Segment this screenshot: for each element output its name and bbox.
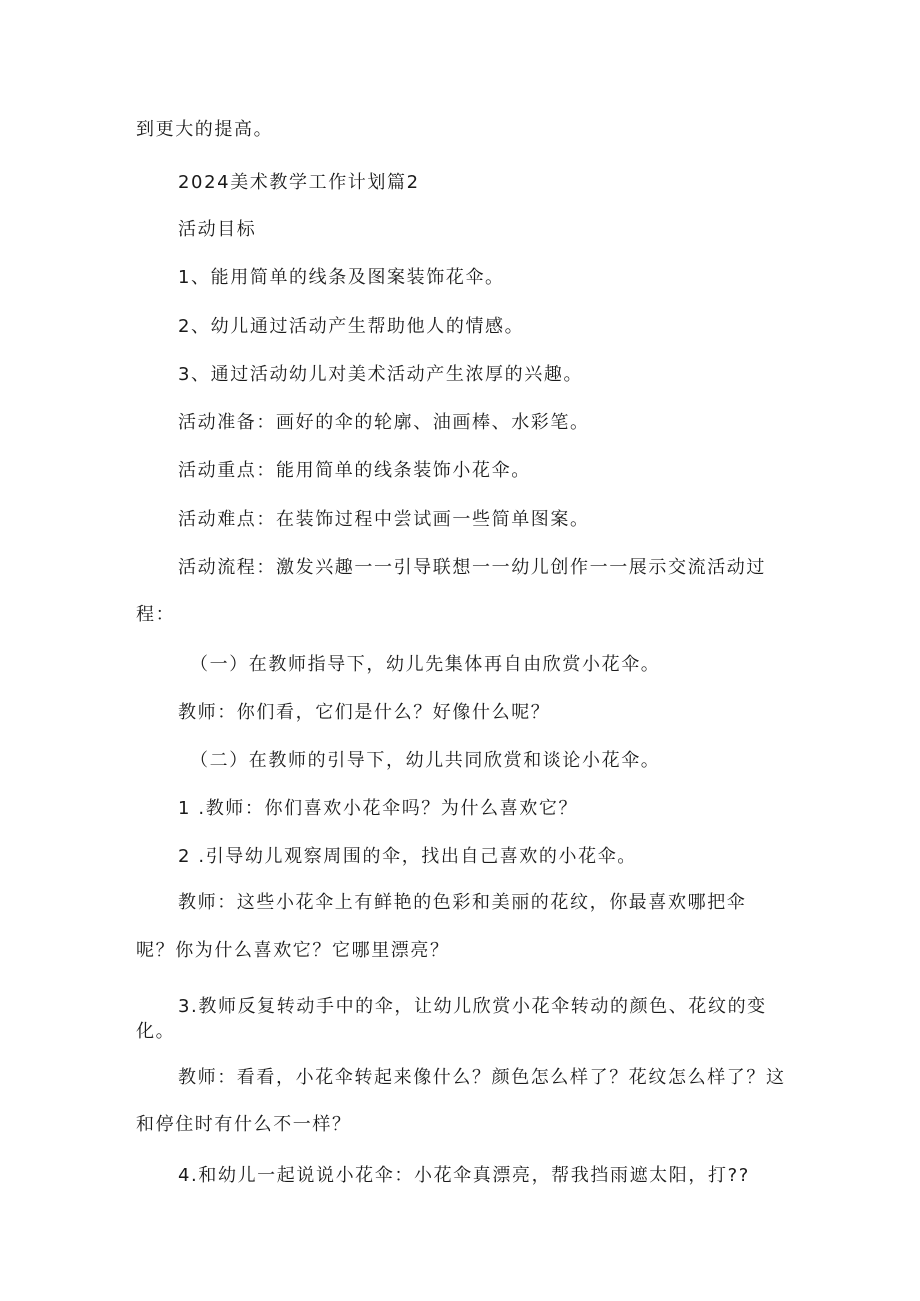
activity-process: 活动流程：激发兴趣一一引导联想一一幼儿创作一一展示交流活动过 — [178, 557, 766, 578]
goal-item-3: 3、通过活动幼儿对美术活动产生浓厚的兴趣。 — [178, 364, 584, 385]
teacher-line-continuation: 呢？你为什么喜欢它？它哪里漂亮？ — [136, 940, 450, 961]
activity-focus: 活动重点：能用简单的线条装饰小花伞。 — [178, 460, 531, 481]
teacher-line-continuation: 和停住时有什么不一样？ — [136, 1114, 352, 1135]
teacher-line: 教师：这些小花伞上有鲜艳的色彩和美丽的花纹，你最喜欢哪把伞 — [178, 892, 747, 913]
list-item: 2 .引导幼儿观察周围的伞，找出自己喜欢的小花伞。 — [178, 846, 637, 867]
heading-activity-goals: 活动目标 — [178, 219, 257, 240]
activity-difficulty: 活动难点：在装饰过程中尝试画一些简单图案。 — [178, 509, 590, 530]
teacher-line: 教师：看看，小花伞转起来像什么？颜色怎么样了？花纹怎么样了？这 — [178, 1067, 786, 1088]
teacher-line: 教师：你们看，它们是什么？好像什么呢？ — [178, 702, 551, 723]
section-title: 2024美术教学工作计划篇2 — [178, 172, 420, 193]
list-item: 4.和幼儿一起说说小花伞：小花伞真漂亮，帮我挡雨遮太阳，打?? — [178, 1165, 750, 1186]
goal-item-1: 1、能用简单的线条及图案装饰花伞。 — [178, 267, 505, 288]
list-item-continuation: 化。 — [136, 1021, 176, 1042]
activity-preparation: 活动准备：画好的伞的轮廓、油画棒、水彩笔。 — [178, 412, 590, 433]
list-item: 1 .教师：你们喜欢小花伞吗？为什么喜欢它？ — [178, 798, 579, 819]
list-item: 3.教师反复转动手中的伞，让幼儿欣赏小花伞转动的颜色、花纹的变 — [178, 996, 767, 1017]
goal-item-2: 2、幼儿通过活动产生帮助他人的情感。 — [178, 316, 525, 337]
activity-process-continuation: 程： — [136, 604, 176, 625]
paragraph-continuation: 到更大的提高。 — [136, 119, 274, 140]
step-two: （二）在教师的引导下，幼儿共同欣赏和谈论小花伞。 — [190, 750, 661, 771]
step-one: （一）在教师指导下，幼儿先集体再自由欣赏小花伞。 — [190, 654, 661, 675]
